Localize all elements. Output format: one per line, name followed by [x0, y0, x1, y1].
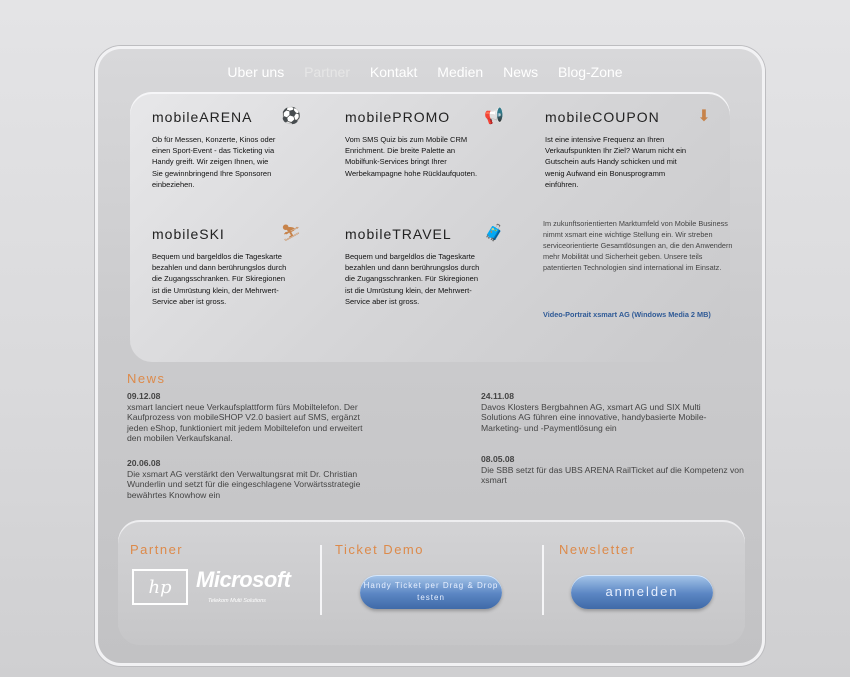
product-ski[interactable] [152, 224, 302, 307]
product-coupon-desc: Ist eine intensive Frequenz an Ihren Verkaufspunkten Ihr Ziel? Warum nicht ein Gutschein aufs Handy schicken und mit wenig Aufwand ein Bonusprogramm einführen. [545, 135, 687, 189]
product-ski-title[interactable]: mobileSKI [152, 226, 225, 242]
nav-news[interactable]: News [503, 64, 539, 80]
news-heading: News [127, 371, 166, 386]
product-ski-desc: Bequem und bargeldlos die Tageskarte bezahlen und dann berührungslos durch die Zugangsschranken. Für Skiregionen ist die Umrüstung klein, der Mehrwert-Service aber ist gross. [152, 252, 287, 306]
megaphone-icon: 📢 [484, 108, 504, 125]
news-item[interactable] [481, 391, 736, 433]
nav-partner[interactable]: Partner [304, 64, 351, 80]
product-travel-title[interactable]: mobileTRAVEL [345, 226, 452, 242]
partner-heading: Partner [130, 542, 184, 557]
nav-kontakt[interactable]: Kontakt [369, 64, 418, 80]
nav-blog-zone[interactable]: Blog-Zone [558, 64, 623, 80]
product-promo-title[interactable]: mobilePROMO [345, 109, 451, 125]
ticket-demo-heading: Ticket Demo [335, 542, 424, 557]
ticket-demo-button[interactable]: Handy Ticket per Drag & Drop testen [360, 575, 502, 609]
hp-logo-text: hp [148, 576, 172, 598]
company-intro: Im zukunftsorientierten Marktumfeld von Mobile Business nimmt xsmart eine wichtige Stellung ein. Wir streben serviceorientierte Gesamtlösungen an, die den Anwendern mehr Mobilität und Sicherheit geben. Unsere teils patentierten Technologien sind international im Einsatz. [543, 219, 733, 272]
news-date: 24.11.08 [481, 391, 514, 401]
news-text: xsmart lanciert neue Verkaufsplattform fürs Mobiltelefon. Der Kaufprozess von mobileSHOP V2.0 basiert auf SMS, ergänzt jeden eShop, funktioniert mit jedem Mobiltelefon und erweitert den mobilen Verkaufskanal. [127, 401, 363, 443]
luggage-icon: 🧳 [484, 225, 504, 242]
news-date: 09.12.08 [127, 391, 161, 401]
soccer-player-icon: ⚽ [281, 108, 301, 125]
product-promo[interactable] [345, 107, 505, 179]
product-travel[interactable] [345, 224, 505, 307]
product-promo-desc: Vom SMS Quiz bis zum Mobile CRM Enrichment. Die breite Palette an Mobilfunk-Services bringt Ihrer Werbekampagne hohe Rücklaufquoten. [345, 135, 478, 178]
news-text: Die xsmart AG verstärkt den Verwaltungsrat mit Dr. Christian Wunderlin und setzt für die eingeschlagene Vorwärtsstrategie bewährtes Knowhow ein [127, 468, 361, 500]
product-coupon[interactable] [545, 107, 715, 190]
product-arena-desc: Ob für Messen, Konzerte, Kinos oder einen Sport-Event - das Ticketing via Handy greift. Wir zeigen Ihnen, wie Sie gewinnbringend Ihre Sponsoren einbeziehen. [152, 135, 276, 189]
nav-medien[interactable]: Medien [437, 64, 484, 80]
hp-logo[interactable] [132, 569, 188, 605]
nav-uber-uns[interactable]: Uber uns [227, 64, 285, 80]
section-divider [320, 545, 322, 615]
news-date: 08.05.08 [481, 454, 515, 464]
news-item[interactable] [127, 458, 382, 500]
news-text: Davos Klosters Bergbahnen AG, xsmart AG und SIX Multi Solutions AG führen eine innovative, handybasierte Mobile-Marketing- und -Paymentlösung ein [481, 401, 707, 433]
product-travel-desc: Bequem und bargeldlos die Tageskarte bezahlen und dann berührungslos durch die Zugangsschranken. Für Skiregionen ist die Umrüstung klein, der Mehrwert-Service aber ist gross. [345, 252, 480, 306]
section-divider [542, 545, 544, 615]
video-portrait-link[interactable]: Video-Portrait xsmart AG (Windows Media 2 MB) [543, 310, 711, 319]
news-date: 20.06.08 [127, 458, 161, 468]
news-text: Die SBB setzt für das UBS ARENA RailTicket auf die Kompetenz von xsmart [481, 464, 744, 485]
newsletter-heading: Newsletter [559, 542, 636, 557]
down-arrow-icon: ⬇ [697, 108, 711, 125]
top-nav [0, 64, 850, 80]
news-item[interactable] [127, 391, 377, 444]
product-coupon-title[interactable]: mobileCOUPON [545, 109, 660, 125]
microsoft-logo-subtitle: Telekom Multi Solutions [208, 598, 266, 604]
skier-icon: ⛷ [280, 225, 302, 242]
news-item[interactable] [481, 454, 766, 486]
microsoft-logo[interactable]: Microsoft [196, 567, 291, 592]
product-arena-title[interactable]: mobileARENA [152, 109, 253, 125]
product-arena[interactable] [152, 107, 302, 190]
newsletter-subscribe-button[interactable]: anmelden [571, 575, 713, 609]
